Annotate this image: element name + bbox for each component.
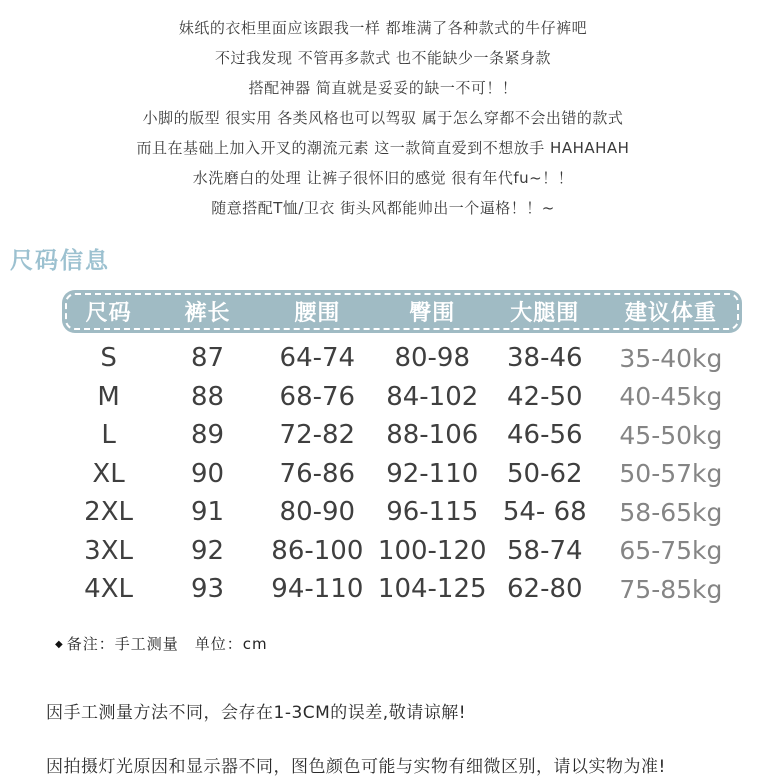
cell-thigh: 58-74 (506, 535, 583, 566)
cell-size: XL (92, 458, 125, 489)
cell-length: 88 (190, 381, 225, 412)
measurement-note-text: 备注：手工测量 单位：cm (66, 634, 268, 653)
cell-thigh: 42-50 (506, 381, 583, 412)
disclaimer-color-difference: 因拍摄灯光原因和显示器不同，图色颜色可能与实物有细微区别，请以实物为准! (46, 756, 666, 777)
cell-thigh: 54- 68 (502, 497, 587, 528)
cell-weight: 40-45kg (619, 382, 723, 412)
cell-weight: 45-50kg (619, 420, 723, 450)
cell-waist: 80-90 (279, 497, 356, 528)
cell-length: 93 (190, 574, 225, 605)
cell-length: 92 (190, 535, 225, 566)
cell-size: L (101, 420, 116, 451)
cell-length: 90 (190, 458, 225, 489)
cell-hip: 96-115 (386, 497, 479, 528)
cell-waist: 72-82 (279, 420, 356, 451)
cell-length: 89 (190, 420, 225, 451)
cell-hip: 100-120 (377, 535, 487, 566)
column-header-length: 裤长 (184, 301, 231, 326)
table-row-3xl (62, 532, 742, 571)
cell-thigh: 50-62 (506, 458, 583, 489)
cell-weight: 58-65kg (619, 497, 723, 527)
description-line-7: 随意搭配T恤/卫衣 街头风都能帅出一个逼格！！~ (211, 199, 555, 217)
size-info-heading: 尺码信息 (10, 248, 110, 274)
size-table-body (62, 339, 742, 609)
measurement-note (55, 633, 766, 654)
cell-size: S (100, 343, 117, 374)
cell-waist: 76-86 (279, 458, 356, 489)
size-table-header-row (62, 290, 742, 333)
cell-thigh: 38-46 (506, 343, 583, 374)
cell-size: 4XL (84, 574, 133, 605)
table-row-l (62, 416, 742, 455)
table-row-xl (62, 455, 742, 494)
description-line-5: 而且在基础上加入开叉的潮流元素 这一款简直爱到不想放手 HAHAHAH (136, 139, 630, 157)
description-line-6: 水洗磨白的处理 让裤子很怀旧的感觉 很有年代fu~！！ (192, 169, 574, 187)
table-row-s (62, 339, 742, 378)
description-line-2: 不过我发现 不管再多款式 也不能缺少一条紧身款 (214, 49, 552, 67)
column-header-waist: 腰围 (294, 301, 341, 326)
column-header-size: 尺码 (85, 301, 132, 326)
cell-waist: 94-110 (271, 574, 364, 605)
table-row-2xl (62, 493, 742, 532)
table-row-4xl (62, 570, 742, 609)
description-line-1: 妹纸的衣柜里面应该跟我一样 都堆满了各种款式的牛仔裤吧 (178, 19, 588, 37)
cell-hip: 84-102 (386, 381, 479, 412)
cell-thigh: 46-56 (506, 420, 583, 451)
cell-size: M (97, 381, 120, 412)
column-header-hip: 臀围 (409, 301, 456, 326)
cell-hip: 92-110 (386, 458, 479, 489)
cell-hip: 88-106 (386, 420, 479, 451)
column-header-thigh: 大腿围 (510, 301, 580, 326)
disclaimer-measure-error: 因手工测量方法不同，会存在1-3CM的误差,敬请谅解! (46, 702, 467, 723)
cell-weight: 50-57kg (619, 459, 723, 489)
cell-hip: 80-98 (394, 343, 471, 374)
column-header-weight: 建议体重 (624, 301, 717, 326)
size-chart-table (62, 290, 742, 609)
cell-length: 91 (190, 497, 225, 528)
description-line-4: 小脚的版型 很实用 各类风格也可以驾驭 属于怎么穿都不会出错的款式 (142, 109, 624, 127)
cell-size: 3XL (84, 535, 133, 566)
diamond-bullet-icon: ◆ (55, 638, 64, 650)
cell-thigh: 62-80 (506, 574, 583, 605)
cell-waist: 86-100 (271, 535, 364, 566)
cell-weight: 35-40kg (619, 343, 723, 373)
cell-waist: 68-76 (279, 381, 356, 412)
cell-weight: 65-75kg (619, 536, 723, 566)
cell-length: 87 (190, 343, 225, 374)
cell-hip: 104-125 (377, 574, 487, 605)
cell-size: 2XL (84, 497, 133, 528)
product-description (0, 0, 766, 223)
cell-weight: 75-85kg (619, 574, 723, 604)
description-line-3: 搭配神器 简直就是妥妥的缺一不可！！ (248, 79, 518, 97)
table-row-m (62, 378, 742, 417)
cell-waist: 64-74 (279, 343, 356, 374)
